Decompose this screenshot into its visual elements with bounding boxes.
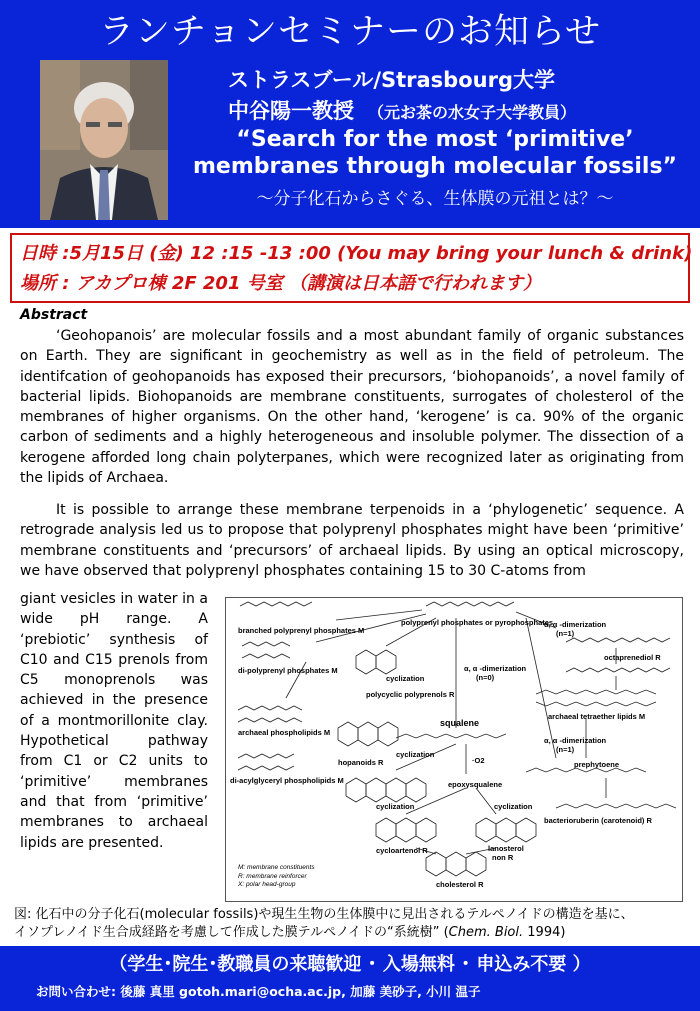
label-dimer0: α, α -dimerization: [464, 664, 527, 673]
abstract-paragraph-2: [20, 500, 684, 581]
caption-line-1: 図: 化石中の分子化石(molecular fossils)や現生生物の生体膜中に見出されるテルペノイドの構造を基に、: [14, 907, 634, 922]
label-cyclization1: cyclization: [386, 674, 425, 683]
label-cyclization4: cyclization: [494, 802, 533, 811]
talk-subtitle: 〜分子化石からさぐる、生体膜の元祖とは？〜: [256, 189, 614, 209]
abstract-paragraph-1: [20, 326, 684, 488]
label-nonr: non R: [492, 853, 514, 862]
label-dipoly: di-polyprenyl phosphates M: [238, 666, 338, 675]
label-dimer2: α, α -dimerization: [544, 736, 607, 745]
info-box: [10, 233, 693, 303]
label-dimer1: α, α -dimerization: [544, 620, 607, 629]
speaker-affiliation: ストラスブール/Strasbourg大学: [228, 68, 555, 92]
label-polycyclic: polycyclic polyprenols R: [366, 690, 455, 699]
footer-welcome: （学生･院生･教職員の来聴歓迎 ･ 入場無料 ･ 申込み不要 ）: [109, 954, 591, 975]
label-polyprenyl: polyprenyl phosphates or pyrophosphates: [401, 618, 554, 627]
label-cyclization3: cyclization: [376, 802, 415, 811]
talk-title-line1: “Search for the most ‘primitive’: [236, 127, 634, 152]
label-branched: branched polyprenyl phosphates M: [238, 626, 365, 635]
legend-line-3: X: polar head-group: [238, 881, 296, 888]
datetime-line: 日時 :5月15日 (金) 12 :15 -13 :00 (You may bring your lunch & drink): [20, 243, 693, 264]
label-o2: ·O2: [472, 756, 485, 765]
talk-title: [170, 126, 700, 180]
footer-banner: [0, 946, 700, 1011]
label-prephytoene: prephytoene: [574, 760, 620, 769]
speaker-name: 中谷陽一教授: [228, 99, 354, 123]
legend-line-1: M: membrane constituents: [238, 864, 315, 871]
caption-line-2: [14, 924, 694, 942]
label-squalene: squalene: [440, 718, 480, 728]
page-title: ランチョンセミナーのお知らせ: [99, 12, 601, 52]
abstract-p2-text: It is possible to arrange these membrane terpenoids in a ‘phylogenetic’ sequence. A retrograde analysis led us to propose that polyprenyl phosphates might have been ‘primitive’ membrane constituents and ‘precursors’ of archaeal lipids. By using an optical microscopy, we have observed that polyprenyl phosphates containing 15 to 30 C-atoms from: [20, 502, 684, 579]
footer-contact: お問い合わせ: 後藤 真里 gotoh.mari@ocha.ac.jp, 加藤 美砂子, 小川 温子: [36, 984, 481, 999]
figure-caption: [14, 906, 694, 942]
label-octaprenediol: octaprenediol R: [604, 653, 661, 662]
abstract-paragraph-3: giant vesicles in water in a wide pH range. A ‘prebiotic’ synthesis of C10 and C15 prenols from C5 monoprenols was achieved in the presence of a montmorillonite clay. Hypothetical pathway from C1 or C2 units to ‘primitive’ membranes and that from ‘primitive’ membranes to archaeal lipids are presented.: [20, 591, 208, 851]
label-cholesterol: cholesterol R: [436, 880, 484, 889]
speaker-name-line: [228, 95, 576, 125]
figure-drawing: [226, 598, 683, 902]
speaker-note: （元お茶の水女子大学教員）: [368, 103, 577, 122]
label-n1b: (n=1): [556, 745, 575, 754]
speaker-photo: [40, 60, 168, 220]
label-diacyl: di-acylglyceryl phospholipids M: [230, 776, 344, 785]
abstract-p1-text: ‘Geohopanois’ are molecular fossils and a most abundant family of organic substances on Earth. They are significant in geochemistry as well as in the field of petroleum. The identifcation of geohopanoids has exposed their precursors, ‘biohopanoids’, a novel family of bacterial lipids. Biohopanoids are membrane constituents, surrogates of cholesterol of the membranes of higher organisms. On the other hand, ‘kerogene’ is ca. 90% of the organic carbon of sediments and a highly heterogeneous and insoluble polymer. The dissection of a kerogene afforded long chain polyterpanes, which were recognized later as originating from the lipids of Archaea.: [20, 328, 684, 487]
label-hopanoids: hopanoids R: [338, 758, 384, 767]
place-line: 場所 : アカプロ棟 2F 201 号室 （講演は日本語で行われます）: [20, 273, 542, 294]
label-n0: (n=0): [476, 673, 495, 682]
label-archaeal-phospho: archaeal phospholipids M: [238, 728, 331, 737]
membrane-terpenoid-figure: [225, 597, 683, 902]
label-n1a: (n=1): [556, 629, 575, 638]
caption-line-2-end: 1994): [523, 925, 566, 940]
header-banner: [0, 0, 700, 228]
label-cyclization2: cyclization: [396, 750, 435, 759]
label-bacterioruberin: bacterioruberin (carotenoid) R: [544, 816, 652, 825]
abstract-heading: Abstract: [20, 307, 88, 323]
label-lanosterol: lanosterol: [488, 844, 524, 853]
legend-line-2: R: membrane reinforcer: [238, 872, 307, 880]
label-epoxy: epoxysqualene: [448, 780, 503, 789]
label-cycloartenol: cycloartenol R: [376, 846, 428, 855]
figure-legend: [238, 864, 315, 890]
caption-line-2-main: イソプレノイド生合成経路を考慮して作成した膜テルペノイドの“系統樹” (: [14, 925, 449, 940]
label-archaeal-tetraether: archaeal tetraether lipids M: [548, 712, 646, 721]
caption-journal: Chem. Biol.: [448, 925, 524, 940]
talk-title-line2: membranes through molecular fossils”: [192, 154, 678, 179]
